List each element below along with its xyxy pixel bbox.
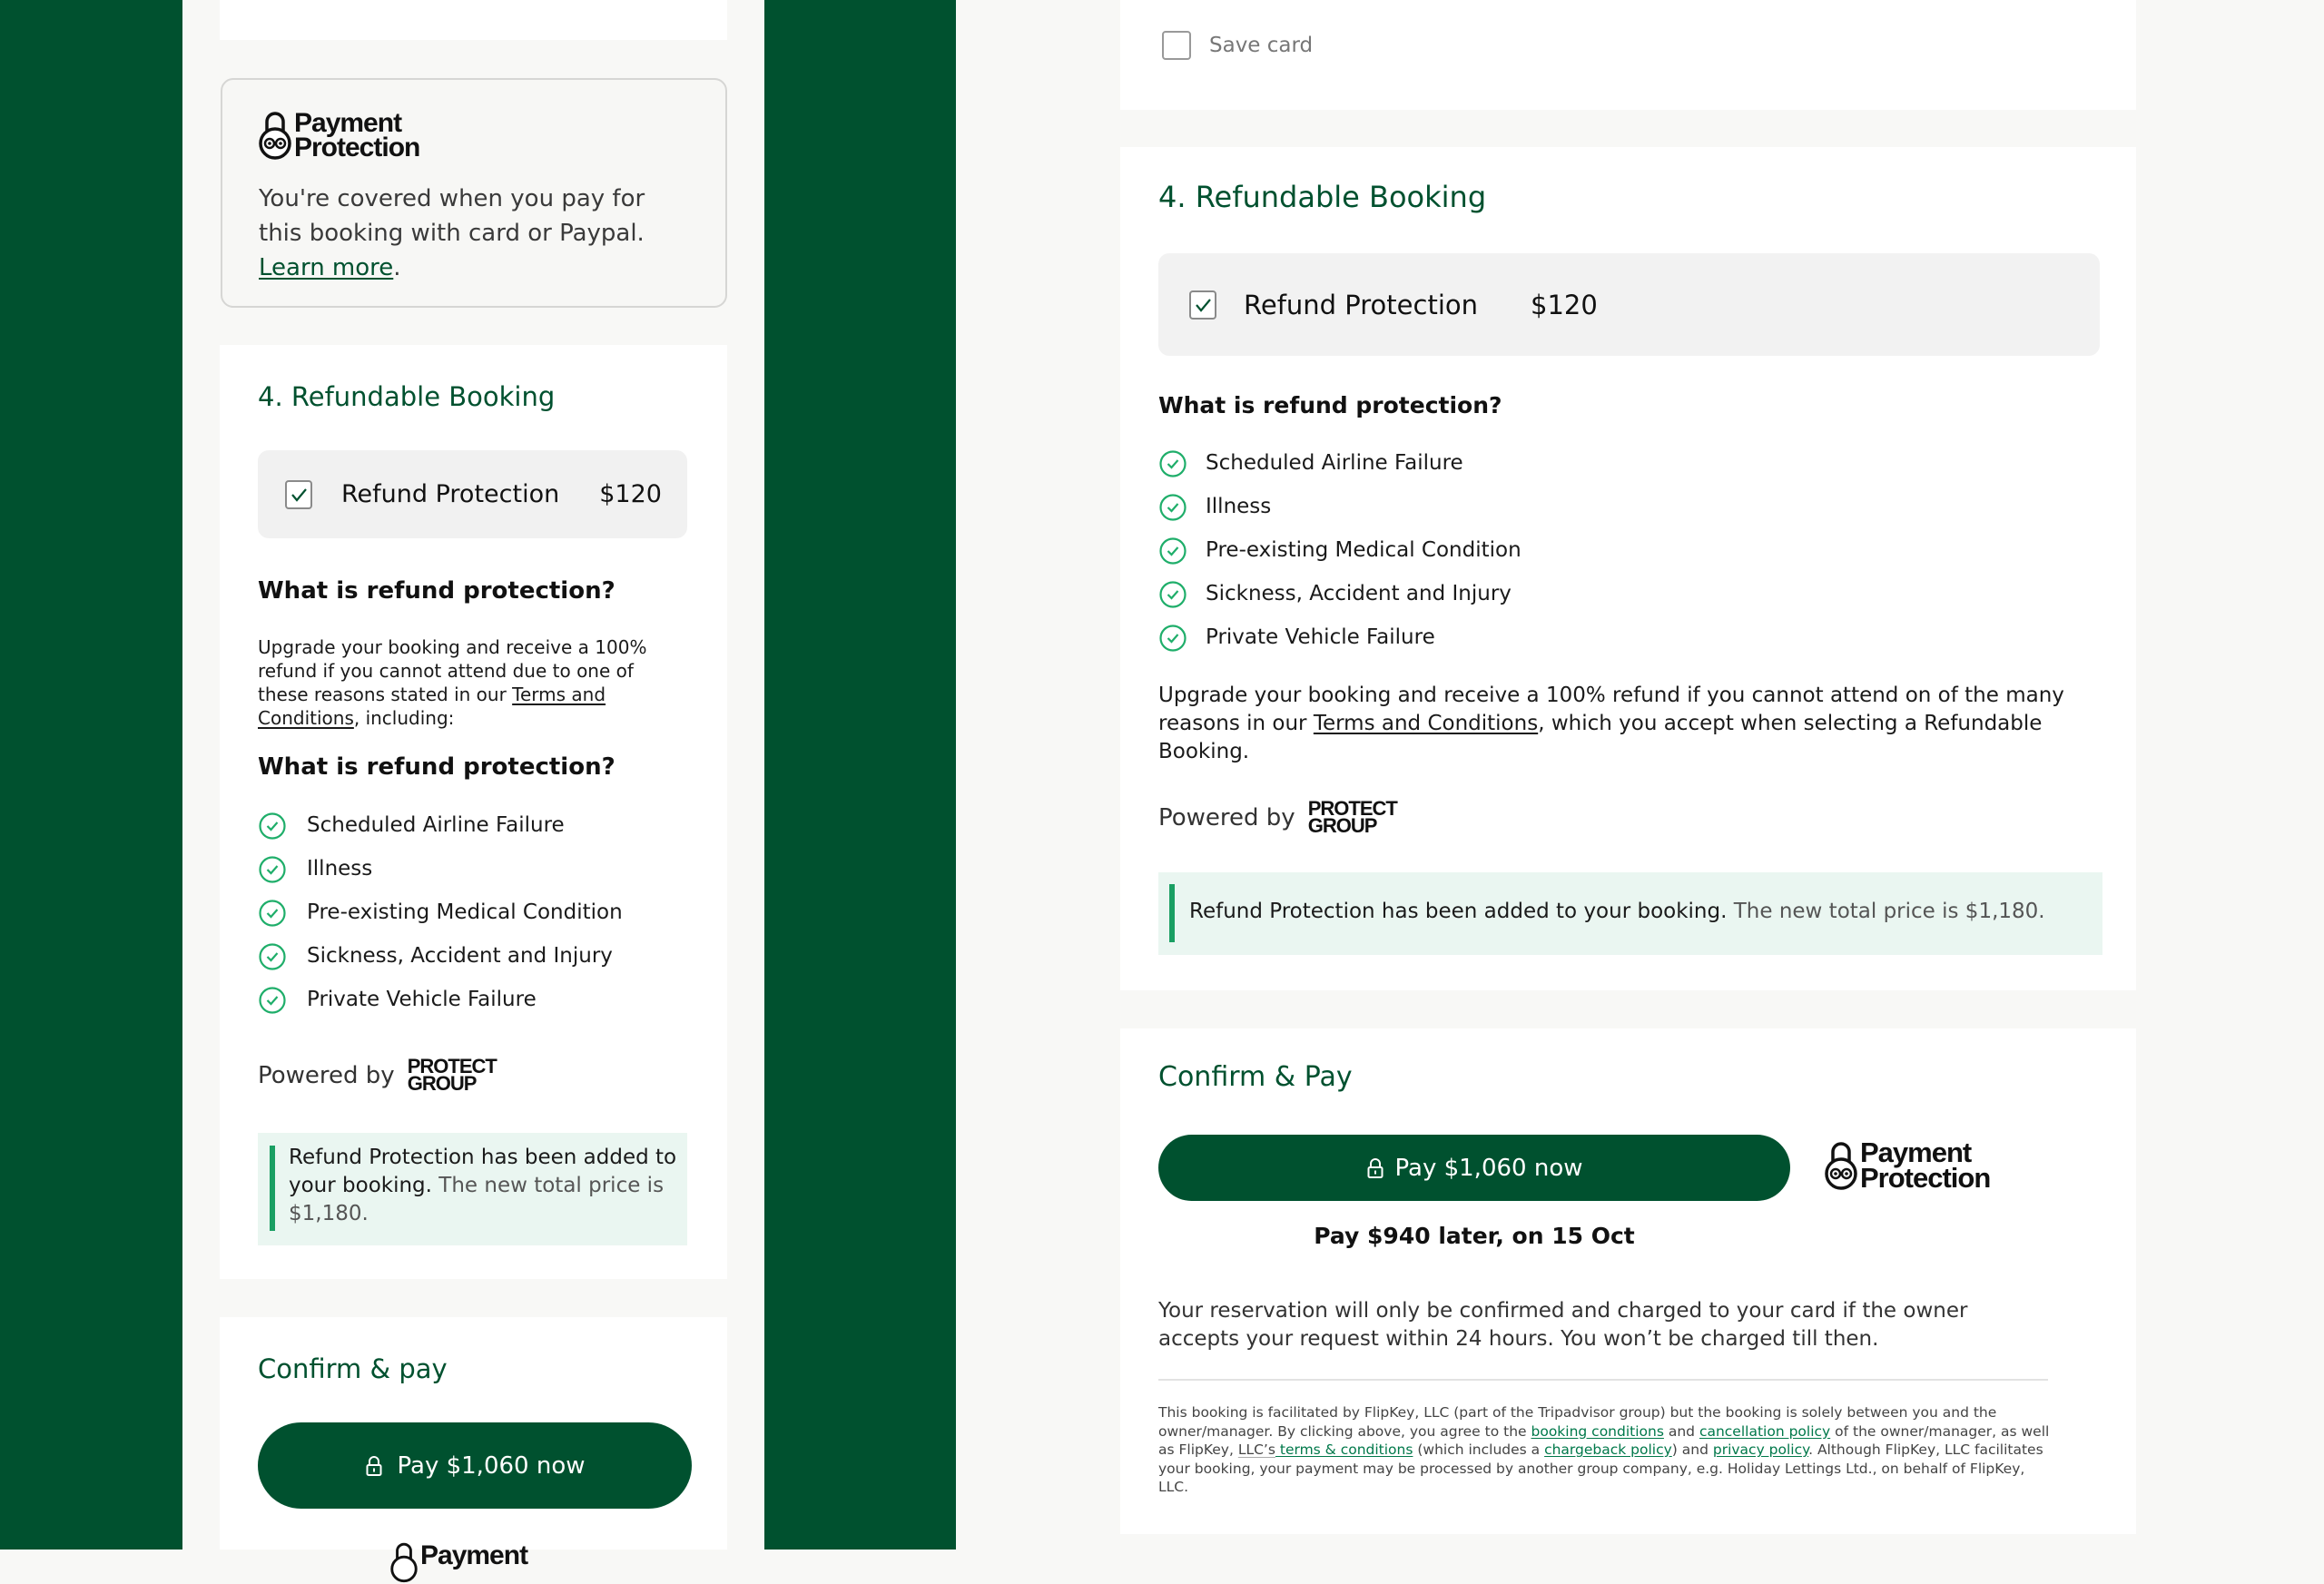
desc-text-end: , including:	[353, 707, 455, 729]
payment-protection-logo	[1825, 1136, 1991, 1194]
checkmark-icon	[1191, 292, 1215, 318]
logo-text-payment: Payment	[1860, 1136, 1972, 1169]
reason-text: Private Vehicle Failure	[307, 988, 537, 1011]
lock-icon	[365, 1455, 383, 1477]
right-refundable-card	[1120, 147, 2136, 990]
protect-group-line2: GROUP	[407, 1071, 477, 1095]
payment-protection-box	[221, 78, 727, 308]
reason-text: Sickness, Accident and Injury	[307, 944, 613, 968]
notice-price-text: The new total price is $1,180.	[1727, 900, 2045, 923]
reason-text: Private Vehicle Failure	[1206, 625, 1435, 649]
section-title: 4. Refundable Booking	[1158, 180, 1487, 214]
powered-by-text: Powered by	[258, 1061, 395, 1089]
left-top-card	[220, 0, 727, 40]
left-confirm-card	[220, 1317, 727, 1570]
terms-conditions-link[interactable]: terms & conditions	[1275, 1441, 1413, 1458]
logo-text-payment: Payment	[294, 108, 402, 138]
section-title: 4. Refundable Booking	[258, 381, 556, 412]
reason-text: Pre-existing Medical Condition	[307, 900, 623, 924]
option-label: Refund Protection	[341, 480, 560, 508]
reason-item	[1158, 441, 1521, 485]
refund-description	[1158, 682, 2066, 766]
notice-main-text: Refund Protection has been added to your booking.	[1189, 900, 1728, 923]
legal-p1: This booking is facilitated by FlipKey, LLC (part of the Tripadvisor group) but the booking is solely between you and the owner/manager. By clicking above, you agree to the	[1158, 1404, 1997, 1440]
reason-item	[258, 934, 623, 978]
desc-text: Upgrade your booking and receive a 100% refund if you cannot attend on of the many reasons in our	[1158, 684, 2064, 735]
logo-text-payment: Payment	[420, 1540, 528, 1570]
question-heading: What is refund protection?	[1158, 392, 1502, 418]
notice-accent-bar	[1169, 884, 1175, 942]
option-price: $120	[599, 480, 662, 508]
learn-more-link[interactable]: Learn more	[259, 254, 394, 281]
legal-p4: (which includes a	[1413, 1441, 1545, 1458]
reason-item	[258, 890, 623, 934]
legal-p6: . Although FlipKey, LLC facilitates your booking, your payment may be processed by another group company, e.g. Holiday Lettings Ltd., on behalf of FlipKey, LLC.	[1158, 1441, 2043, 1495]
check-circle-icon	[258, 811, 287, 840]
reason-text: Illness	[1206, 495, 1272, 518]
check-circle-icon	[1158, 623, 1187, 652]
question-heading-2: What is refund protection?	[258, 753, 615, 781]
terms-link[interactable]: Terms and Conditions	[258, 684, 606, 729]
reason-text: Scheduled Airline Failure	[1206, 451, 1463, 475]
notice-price-text: The new total price is $1,180.	[289, 1174, 665, 1225]
protect-group-line1: PROTECT	[407, 1055, 497, 1077]
pay-now-button[interactable]	[258, 1422, 692, 1509]
check-circle-icon	[258, 985, 287, 1014]
confirm-title: Confirm & Pay	[1158, 1061, 1353, 1093]
logo-text-protection: Protection	[1860, 1162, 1991, 1194]
legal-p3: of the owner/manager, as well as FlipKey,	[1158, 1422, 2050, 1458]
reason-text: Illness	[307, 857, 373, 881]
desc-text-end: , which you accept when selecting a Refundable Booking.	[1158, 712, 2043, 763]
protect-group-line2: GROUP	[1307, 813, 1377, 837]
check-circle-icon	[258, 941, 287, 970]
check-circle-icon	[258, 854, 287, 883]
desc-text: Upgrade your booking and receive a 100% refund if you cannot attend due to one of these reasons stated in our	[258, 636, 647, 705]
padlock-owl-icon	[390, 1540, 418, 1584]
period: .	[393, 254, 401, 281]
reason-text: Pre-existing Medical Condition	[1206, 538, 1521, 562]
terms-link[interactable]: Terms and Conditions	[1313, 712, 1539, 735]
legal-p5: ) and	[1671, 1441, 1713, 1458]
payment-protection-logo	[259, 109, 419, 162]
reason-item	[1158, 615, 1521, 659]
reason-item	[258, 978, 623, 1021]
chargeback-policy-link[interactable]: chargeback policy	[1544, 1441, 1672, 1458]
right-save-card-section	[1120, 0, 2136, 110]
padlock-owl-icon	[259, 109, 291, 162]
payment-protection-text	[259, 182, 685, 285]
powered-by-text: Powered by	[1158, 803, 1295, 831]
pay-button-label: Pay $1,060 now	[1394, 1154, 1583, 1182]
refund-checkbox[interactable]	[285, 480, 312, 509]
pay-now-button[interactable]	[1158, 1135, 1790, 1201]
check-circle-icon	[1158, 579, 1187, 608]
pay-later-text: Pay $940 later, on 15 Oct	[1314, 1223, 1635, 1249]
refund-description	[258, 635, 666, 730]
left-green-margin	[0, 0, 182, 1550]
right-confirm-card	[1120, 1028, 2136, 1534]
reason-text: Scheduled Airline Failure	[307, 813, 565, 837]
notice-accent-bar	[270, 1146, 275, 1231]
option-price: $120	[1531, 289, 1598, 320]
llc-text: LLC’s	[1237, 1441, 1275, 1458]
cancellation-policy-link[interactable]: cancellation policy	[1699, 1422, 1831, 1440]
reason-text: Sickness, Accident and Injury	[1206, 582, 1512, 605]
reason-item	[258, 803, 623, 847]
powered-by	[258, 1055, 497, 1095]
pay-button-label: Pay $1,060 now	[397, 1451, 586, 1480]
save-card-checkbox[interactable]	[1162, 31, 1191, 60]
refund-option[interactable]	[1158, 253, 2100, 356]
reason-item	[1158, 528, 1521, 572]
notice-main-text: Refund Protection has been added to your booking.	[289, 1146, 677, 1197]
refund-added-notice	[1158, 872, 2102, 955]
reasons-list	[258, 803, 623, 1021]
privacy-policy-link[interactable]: privacy policy	[1712, 1441, 1809, 1458]
check-circle-icon	[1158, 492, 1187, 521]
reason-item	[1158, 485, 1521, 528]
protect-group-line1: PROTECT	[1307, 797, 1397, 820]
option-label: Refund Protection	[1244, 289, 1478, 320]
reasons-list	[1158, 441, 1521, 659]
save-card-label: Save card	[1209, 34, 1314, 57]
lock-icon	[1366, 1157, 1384, 1179]
protect-group-logo	[407, 1055, 497, 1095]
logo-text-protection: Protection	[294, 133, 420, 162]
reservation-note: Your reservation will only be confirmed and charged to your card if the owner accepts your request within 24 hours. You won’t be charged till then.	[1158, 1299, 1968, 1351]
left-refundable-card	[220, 345, 727, 1279]
save-card-option[interactable]	[1162, 31, 1313, 60]
reason-item	[1158, 572, 1521, 615]
padlock-owl-icon	[1825, 1139, 1857, 1192]
protect-group-logo	[1307, 797, 1397, 837]
reason-item	[258, 847, 623, 890]
refund-checkbox[interactable]	[1189, 290, 1216, 320]
legal-divider	[1158, 1379, 2048, 1381]
powered-by	[1158, 797, 1397, 837]
booking-conditions-link[interactable]: booking conditions	[1531, 1422, 1664, 1440]
refund-added-notice	[258, 1133, 687, 1245]
legal-p2: and	[1663, 1422, 1699, 1440]
checkmark-icon	[287, 482, 310, 507]
check-circle-icon	[258, 898, 287, 927]
check-circle-icon	[1158, 448, 1187, 477]
check-circle-icon	[1158, 536, 1187, 565]
question-heading: What is refund protection?	[258, 577, 615, 605]
payment-protection-logo-partial	[390, 1540, 527, 1584]
refund-option[interactable]	[258, 450, 687, 538]
coverage-text: You're covered when you pay for this booking with card or Paypal.	[259, 185, 645, 247]
center-green-divider	[764, 0, 956, 1550]
confirm-title: Confirm & pay	[258, 1353, 448, 1384]
legal-text	[1158, 1403, 2057, 1497]
